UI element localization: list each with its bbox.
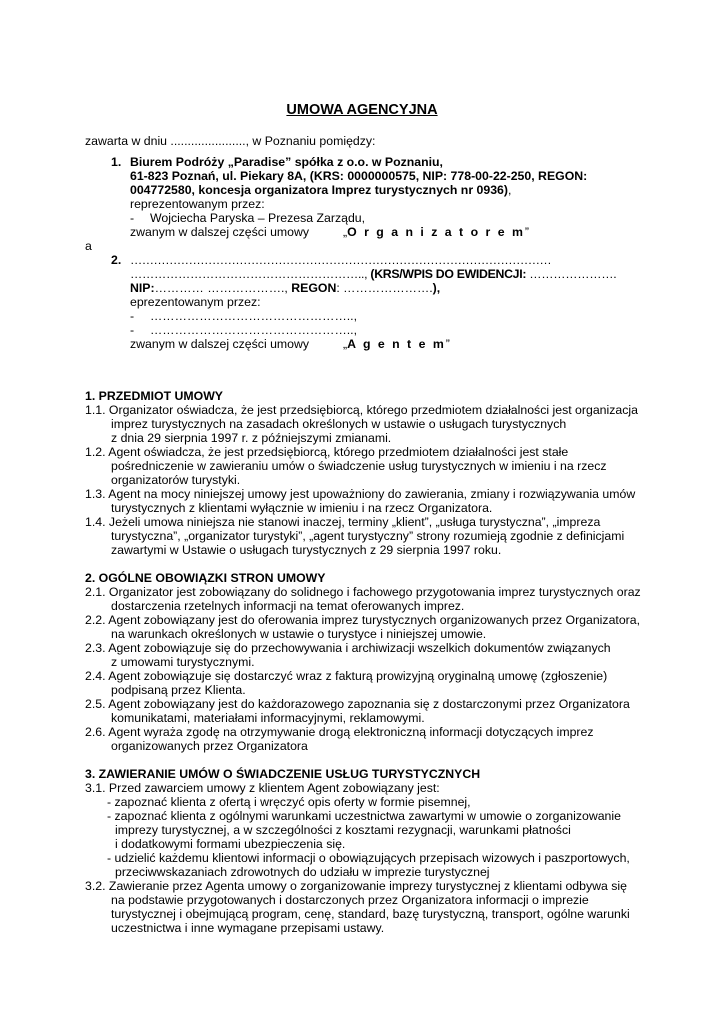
section3-line: na podstawie przygotowanych i dostarczonych przez Organizatora informacji o imprezie: [111, 893, 589, 907]
party2-rep-dots-1: …………………………………………..,: [150, 309, 357, 323]
section3-line: 3.2. Zawieranie przez Agenta umowy o zorganizowanie imprezy turystycznej z klientami odbywa się: [85, 879, 627, 893]
party2-krs-line: [130, 267, 616, 281]
section3-line: uczestnictwa i inne wymagane przepisami ustawy.: [111, 921, 385, 935]
party2-nip-dots: ………… ……………….,: [154, 281, 288, 295]
section2-line: 2.5. Agent zobowiązany jest do każdorazowego zapoznania się z dostarczonymi przez Organizatora: [85, 697, 630, 711]
party2-rep-dash-1: -: [130, 309, 135, 323]
party2-nip-line: [130, 281, 440, 295]
party1-alias-name: O r g a n i z a t o r e m: [347, 225, 525, 239]
party2-regon-label: REGON: [287, 281, 337, 295]
party2-number: 2.: [111, 253, 122, 267]
section1-line: turystyczna”, „organizator turystyki”, „agent turystyczny” strony rozumieją zgodnie z definicjami: [111, 529, 625, 543]
section1-line: pośredniczenie w zawieraniu umów o świadczenie usług turystycznych w imieniu i na rzecz: [111, 459, 607, 473]
section2-line: 2.4. Agent zobowiązuje się dostarczyć wraz z fakturą prowizyjną oryginalną umowę (zgłoszenie): [85, 669, 608, 683]
section1-line: 1.4. Jeżeli umowa niniejsza nie stanowi inaczej, terminy „klient”, „usługa turystyczna”, „impreza: [85, 515, 601, 529]
party1-address: 61-823 Poznań, ul. Piekary 8A, (KRS: 0000000575, NIP: 778-00-22-250, REGON:: [130, 169, 588, 183]
party1-alias: [343, 225, 529, 239]
section1-line: zawartymi w Ustawie o usługach turystycznych z 29 sierpnia 1997 roku.: [111, 543, 502, 557]
section3-line: przeciwwskazaniach zdrowotnych do udziału w imprezie turystycznej: [115, 865, 490, 879]
party1-rep-label: reprezentowanym przez:: [130, 197, 265, 211]
party1-number: 1.: [111, 155, 122, 169]
and-conjunction: a: [85, 239, 92, 253]
section1-line: 1.3. Agent na mocy niniejszej umowy jest upoważniony do zawierania, zmiany i rozwiązywania umów: [85, 487, 636, 501]
party2-krs-label: (KRS/WPIS DO EWIDENCJI:: [370, 267, 527, 281]
party2-alias-open: „: [343, 337, 348, 351]
section3-line: - zapoznać klienta z ogólnymi warunkami uczestnictwa zawartymi w umowie o zorganizowanie: [107, 809, 621, 823]
party1-regon: 004772580, koncesja organizatora Imprez turystycznych nr 0936): [130, 183, 508, 197]
section2-line: 2.3. Agent zobowiązuje się do przechowywania i archiwizacji wszelkich dokumentów związanych: [85, 641, 611, 655]
section1-line: turystycznych z klientami wyłącznie w imieniu i na rzecz Organizatora.: [111, 501, 493, 515]
party2-regon-dots: : ………………….: [336, 281, 433, 295]
section3-line: - zapoznać klienta z ofertą i wręczyć opis oferty w formie pisemnej,: [107, 795, 471, 809]
party1-regon-tail: ,: [507, 183, 512, 197]
section2-heading: 2. OGÓLNE OBOWIĄZKI STRON UMOWY: [85, 571, 326, 585]
section1-line: imprez turystycznych na zasadach określonych w ustawie o usługach turystycznych: [111, 417, 567, 431]
party1-rep-name: Wojciecha Paryska – Prezesa Zarządu,: [150, 211, 366, 225]
party1-alias-open: „: [343, 225, 348, 239]
party1-alias-label: zwanym w dalszej części umowy: [130, 225, 310, 239]
party1-alias-close: ”: [524, 225, 529, 239]
section2-line: 2.1. Organizator jest zobowiązany do solidnego i fachowego przygotowania imprez turystycznych oraz: [85, 585, 641, 599]
party2-regon-close: ),: [432, 281, 441, 295]
section2-line: komunikatami, materiałami informacyjnymi, reklamowymi.: [111, 711, 425, 725]
party2-alias: [343, 337, 450, 351]
section2-line: na warunkach określonych w ustawie o turystyce i niniejszej umowie.: [111, 627, 487, 641]
section3-line: imprezy turystycznej, a w szczególności z kosztami rezygnacji, warunkami płatności: [115, 823, 571, 837]
section2-line: 2.2. Agent zobowiązany jest do oferowania imprez turystycznych organizowanych przez Organizatora,: [85, 613, 641, 627]
section1-line: 1.1. Organizator oświadcza, że jest przedsiębiorcą, którego przedmiotem działalności jest organizacja: [85, 403, 638, 417]
section1-line: organizatorów turystyki.: [111, 473, 241, 487]
section2-line: podpisaną przez Klienta.: [111, 683, 246, 697]
section1-line: z dnia 29 sierpnia 1997 r. z późniejszymi zmianami.: [111, 431, 392, 445]
party2-nip-label: NIP:: [130, 281, 155, 295]
party2-rep-dash-2: -: [130, 323, 135, 337]
party2-krs-dots: ………………….: [526, 267, 617, 281]
party1-regon-line: [130, 183, 511, 197]
party2-alias-label: zwanym w dalszej części umowy: [130, 337, 310, 351]
section2-line: 2.6. Agent wyraża zgodę na otrzymywanie drogą elektroniczną informacji dotyczących imprez: [85, 725, 594, 739]
section3-line: i dodatkowymi formami ubezpieczenia się.: [115, 837, 346, 851]
section2-line: z umowami turystycznymi.: [111, 655, 255, 669]
party2-rep-dots-2: …………………………………………..,: [150, 323, 357, 337]
section2-line: dostarczenia rzetelnych informacji na temat oferowanych imprez.: [111, 599, 465, 613]
section3-line: - udzielić każdemu klientowi informacji o obowiązujących przepisach wizowych i paszportowych,: [107, 851, 630, 865]
intro-line: zawarta w dniu ......................, w Poznaniu pomiędzy:: [85, 134, 376, 148]
section1-line: 1.2. Agent oświadcza, że jest przedsiębiorcą, którego przedmiotem działalności jest stałe: [85, 445, 569, 459]
section2-line: organizowanych przez Organizatora: [111, 739, 308, 753]
section3-line: turystycznej i obejmującą program, cenę, standard, bazę turystyczną, transport, ogólne warunki: [111, 907, 630, 921]
section1-heading: 1. PRZEDMIOT UMOWY: [85, 389, 223, 403]
party2-alias-name: A g e n t e m: [347, 337, 446, 351]
party2-alias-close: ”: [445, 337, 450, 351]
party2-rep-label: eprezentowanym przez:: [130, 295, 261, 309]
party1-name: Biurem Podróży „Paradise” spółka z o.o. w Poznaniu,: [130, 155, 443, 169]
party2-dots-line: ………………………………………………………………………………………………: [130, 253, 552, 267]
document-title: UMOWA AGENCYJNA: [286, 102, 438, 118]
party2-dots2: …………………………………………………..,: [130, 267, 371, 281]
section3-heading: 3. ZAWIERANIE UMÓW O ŚWIADCZENIE USŁUG TURYSTYCZNYCH: [85, 767, 481, 781]
party1-rep-dash: -: [130, 211, 135, 225]
section3-line: 3.1. Przed zawarciem umowy z klientem Agent zobowiązany jest:: [85, 781, 440, 795]
